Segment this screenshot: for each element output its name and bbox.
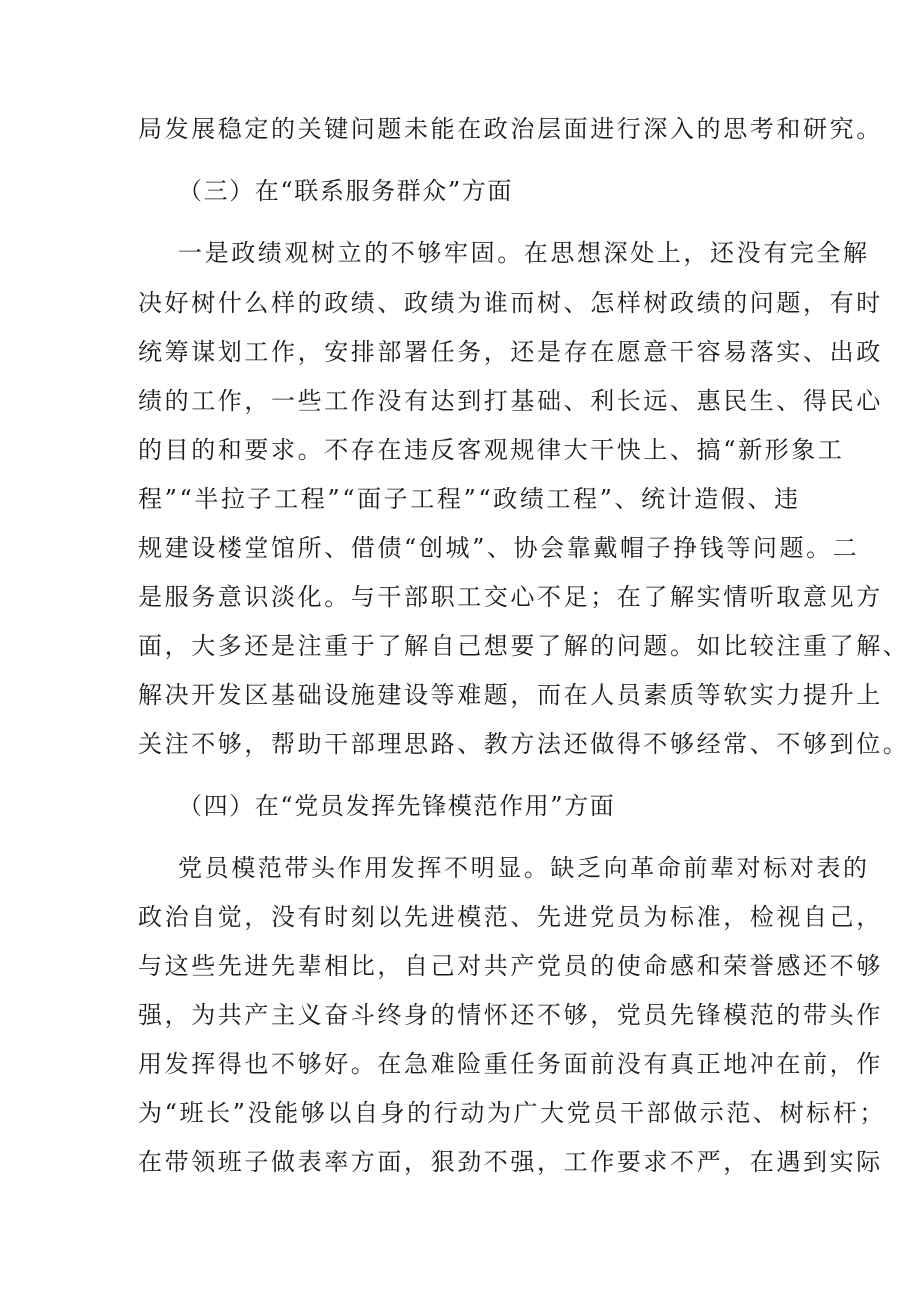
paragraph-line: 的目的和要求。不存在违反客观规律大干快上、搞“新形象工 xyxy=(138,436,845,464)
paragraph-line: 一是政绩观树立的不够牢固。在思想深处上，还没有完全解 xyxy=(178,239,870,267)
paragraph-line: 程”“半拉子工程”“面子工程”“政绩工程”、统计造假、违 xyxy=(138,485,801,513)
section-heading-four: （四）在“党员发挥先锋模范作用”方面 xyxy=(178,792,616,820)
paragraph-line: 强，为共产主义奋斗终身的情怀还不够，党员先锋模范的带头作 xyxy=(138,1001,883,1029)
paragraph-line: 党员模范带头作用发挥不明显。缺乏向革命前辈对标对表的 xyxy=(178,854,870,882)
paragraph-line: 是服务意识淡化。与干部职工交心不足；在了解实情听取意见方 xyxy=(138,583,883,611)
paragraph-line: 用发挥得也不够好。在急难险重任务面前没有真正地冲在前，作 xyxy=(138,1050,883,1078)
paragraph-line: 规建设楼堂馆所、借债“创城”、协会靠戴帽子挣钱等问题。二 xyxy=(138,534,860,562)
paragraph-line: 为“班长”没能够以自身的行动为广大党员干部做示范、树标杆； xyxy=(138,1099,886,1127)
paragraph-line: 决好树什么样的政绩、政绩为谁而树、怎样树政绩的问题，有时 xyxy=(138,289,883,317)
paragraph-line: 解决开发区基础设施建设等难题，而在人员素质等软实力提升上 xyxy=(138,681,883,709)
paragraph-line: 政治自觉，没有时刻以先进模范、先进党员为标准，检视自己， xyxy=(138,903,883,931)
paragraph-line: 关注不够，帮助干部理思路、教方法还做得不够经常、不够到位。 xyxy=(138,730,910,758)
paragraph-line: 统筹谋划工作，安排部署任务，还是存在愿意干容易落实、出政 xyxy=(138,338,883,366)
paragraph-line: 面，大多还是注重于了解自己想要了解的问题。如比较注重了解、 xyxy=(138,632,910,660)
paragraph-line: 在带领班子做表率方面，狠劲不强，工作要求不严，在遇到实际 xyxy=(138,1148,883,1176)
paragraph-line: 与这些先进先辈相比，自己对共产党员的使命感和荣誉感还不够 xyxy=(138,952,883,980)
paragraph-line: 绩的工作，一些工作没有达到打基础、利长远、惠民生、得民心 xyxy=(138,387,883,415)
section-heading-three: （三）在“联系服务群众”方面 xyxy=(178,177,513,205)
paragraph-line: 局发展稳定的关键问题未能在政治层面进行深入的思考和研究。 xyxy=(138,115,883,143)
